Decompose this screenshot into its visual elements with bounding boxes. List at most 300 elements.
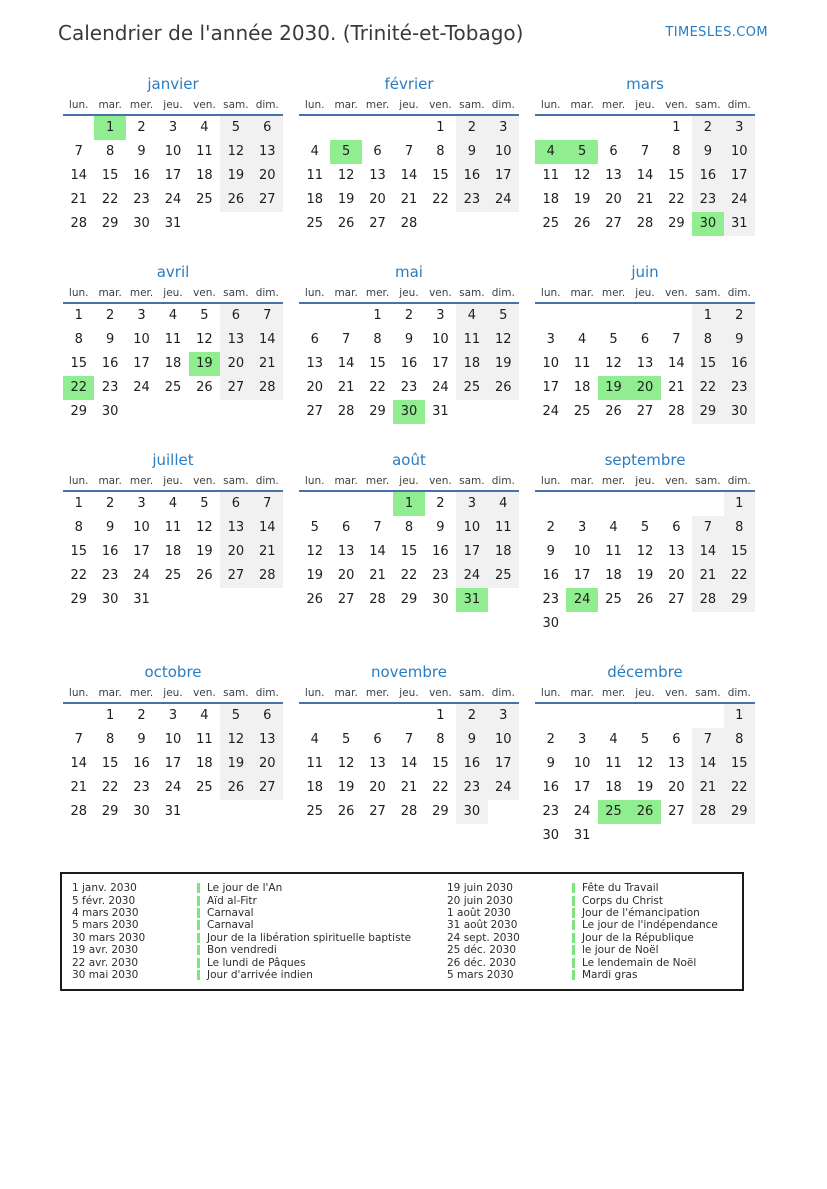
day-cell: 8 xyxy=(436,144,445,159)
month-title: février xyxy=(384,75,434,93)
legend-holiday xyxy=(197,919,254,931)
month-title: janvier xyxy=(147,75,199,93)
empty-day-cell xyxy=(220,212,251,236)
day-cell: 7 xyxy=(252,304,283,328)
weekday-header: lun. xyxy=(540,287,561,299)
week-row xyxy=(299,776,519,800)
legend-holiday xyxy=(197,969,313,981)
day-cell: 16 xyxy=(456,752,487,776)
legend-holiday-name: Corps du Christ xyxy=(582,894,664,907)
weekday-header: dim. xyxy=(255,287,279,299)
day-cell: 8 xyxy=(672,144,681,159)
day-cell: 15 xyxy=(692,352,723,376)
weekday-header: jeu. xyxy=(635,99,655,111)
day-cell: 11 xyxy=(196,732,213,747)
weekday-header: dim. xyxy=(491,287,515,299)
weekday-header: ven. xyxy=(429,99,452,111)
holiday-day-cell: 30 xyxy=(393,400,424,424)
weekday-header: lun. xyxy=(304,99,325,111)
legend-holiday xyxy=(197,907,254,919)
week-row xyxy=(535,800,755,824)
weekday-header: mar. xyxy=(334,99,358,111)
legend-holiday xyxy=(572,957,696,969)
day-cell: 23 xyxy=(133,780,150,795)
legend-entry xyxy=(447,969,718,981)
day-cell: 11 xyxy=(196,144,213,159)
day-cell: 8 xyxy=(105,144,115,159)
day-cell: 27 xyxy=(220,564,251,588)
day-cell: 3 xyxy=(724,116,755,140)
month-title: novembre xyxy=(371,663,447,681)
week-row xyxy=(63,352,283,376)
day-cell: 9 xyxy=(436,520,445,535)
empty-day-cell xyxy=(598,612,629,636)
day-cell: 5 xyxy=(609,332,618,347)
weekday-header: lun. xyxy=(304,475,325,487)
empty-day-cell xyxy=(629,492,660,516)
day-cell: 12 xyxy=(337,168,355,183)
legend-holiday xyxy=(572,969,637,981)
day-cell: 15 xyxy=(668,168,685,183)
legend-date: 5 févr. 2030 xyxy=(72,894,136,907)
day-cell: 3 xyxy=(546,332,555,347)
day-cell: 17 xyxy=(724,164,755,188)
day-cell: 19 xyxy=(488,352,519,376)
day-cell: 28 xyxy=(692,800,723,824)
week-row xyxy=(299,188,519,212)
day-cell: 12 xyxy=(636,756,654,771)
day-cell: 4 xyxy=(200,708,209,723)
empty-day-cell xyxy=(63,116,94,140)
week-row xyxy=(63,116,283,140)
day-cell: 22 xyxy=(668,192,685,207)
day-cell: 11 xyxy=(605,544,622,559)
weekday-header: sam. xyxy=(695,687,721,699)
empty-day-cell xyxy=(692,492,723,516)
day-cell: 14 xyxy=(369,544,386,559)
day-cell: 17 xyxy=(573,568,591,583)
holiday-day-cell: 19 xyxy=(598,376,629,400)
day-cell: 27 xyxy=(369,216,386,231)
day-cell: 14 xyxy=(252,328,283,352)
empty-day-cell xyxy=(566,304,597,328)
day-cell: 4 xyxy=(310,732,319,747)
holiday-marker-icon xyxy=(572,920,575,930)
empty-day-cell xyxy=(126,400,157,424)
week-row xyxy=(299,304,519,328)
day-cell: 15 xyxy=(724,540,755,564)
weekday-header: lun. xyxy=(68,287,89,299)
legend-holiday-name: Fête du Travail xyxy=(582,882,659,895)
holiday-marker-icon xyxy=(197,933,200,943)
week-row xyxy=(299,492,519,516)
month-aout xyxy=(299,450,519,636)
day-cell: 21 xyxy=(668,380,685,395)
day-cell: 4 xyxy=(168,496,178,511)
week-row xyxy=(535,776,755,800)
day-cell: 5 xyxy=(220,704,251,728)
empty-day-cell xyxy=(488,800,519,824)
week-row xyxy=(63,328,283,352)
day-cell: 18 xyxy=(196,756,213,771)
day-cell: 2 xyxy=(456,704,487,728)
day-cell: 3 xyxy=(488,704,519,728)
empty-day-cell xyxy=(661,824,692,848)
day-cell: 14 xyxy=(70,168,87,183)
day-cell: 28 xyxy=(70,804,87,819)
day-cell: 23 xyxy=(456,188,487,212)
holiday-day-cell: 26 xyxy=(629,800,660,824)
day-cell: 23 xyxy=(692,188,723,212)
weekday-header: sam. xyxy=(223,475,249,487)
day-cell: 20 xyxy=(337,568,355,583)
legend-date: 19 avr. 2030 xyxy=(72,944,139,957)
empty-day-cell xyxy=(362,492,393,516)
legend-entry xyxy=(72,969,447,981)
day-cell: 14 xyxy=(636,168,654,183)
day-cell: 19 xyxy=(337,192,355,207)
week-row xyxy=(63,540,283,564)
day-cell: 25 xyxy=(164,380,182,395)
empty-day-cell xyxy=(488,588,519,612)
empty-day-cell xyxy=(189,800,220,824)
day-cell: 3 xyxy=(137,496,146,511)
weekday-header: mer. xyxy=(601,475,626,487)
weekday-header: lun. xyxy=(68,99,89,111)
weekday-header: sam. xyxy=(223,287,249,299)
day-cell: 29 xyxy=(369,404,386,419)
day-cell: 23 xyxy=(400,380,418,395)
day-cell: 29 xyxy=(668,216,685,231)
day-cell: 21 xyxy=(692,776,723,800)
legend-date: 1 août 2030 xyxy=(447,906,511,919)
day-cell: 5 xyxy=(640,520,650,535)
day-cell: 28 xyxy=(252,564,283,588)
weekday-header: mer. xyxy=(365,475,390,487)
day-cell: 9 xyxy=(456,728,487,752)
weekday-header: sam. xyxy=(459,99,485,111)
month-title: mars xyxy=(626,75,664,93)
month-title: juin xyxy=(631,263,659,281)
legend-entry xyxy=(447,919,718,931)
day-cell: 23 xyxy=(724,376,755,400)
day-cell: 14 xyxy=(692,540,723,564)
weekday-header: mer. xyxy=(129,287,154,299)
day-cell: 3 xyxy=(137,308,146,323)
day-cell: 18 xyxy=(542,192,559,207)
legend-entry xyxy=(447,907,718,919)
holiday-marker-icon xyxy=(572,970,575,980)
weekday-header-row xyxy=(299,287,519,304)
legend-holiday-name: Carnaval xyxy=(207,906,254,919)
empty-day-cell xyxy=(330,304,361,328)
weekday-header: mar. xyxy=(334,687,358,699)
weekday-header: jeu. xyxy=(163,687,183,699)
empty-day-cell xyxy=(299,116,330,140)
day-cell: 24 xyxy=(164,780,182,795)
day-cell: 10 xyxy=(488,140,519,164)
week-row xyxy=(63,376,283,400)
weekday-header: lun. xyxy=(540,687,561,699)
day-cell: 4 xyxy=(310,144,319,159)
day-cell: 17 xyxy=(456,540,487,564)
empty-day-cell xyxy=(456,212,487,236)
day-cell: 14 xyxy=(692,752,723,776)
day-cell: 26 xyxy=(306,592,323,607)
holiday-marker-icon xyxy=(197,896,200,906)
legend-holiday-name: Aïd al-Fitr xyxy=(207,894,257,907)
weekday-header: sam. xyxy=(459,287,485,299)
legend-date: 5 mars 2030 xyxy=(447,968,514,981)
week-row xyxy=(535,328,755,352)
empty-day-cell xyxy=(330,116,361,140)
weekday-header: ven. xyxy=(665,475,688,487)
empty-day-cell xyxy=(629,824,660,848)
weekday-header: jeu. xyxy=(399,687,419,699)
day-cell: 25 xyxy=(573,404,591,419)
legend-holiday xyxy=(197,882,282,894)
day-cell: 19 xyxy=(337,780,355,795)
weekday-header: mer. xyxy=(365,687,390,699)
day-cell: 15 xyxy=(101,756,119,771)
week-row xyxy=(535,164,755,188)
legend-holiday-name: Le lendemain de Noël xyxy=(582,956,697,969)
day-cell: 22 xyxy=(692,376,723,400)
weekday-header: dim. xyxy=(491,99,515,111)
day-cell: 17 xyxy=(488,164,519,188)
weekday-header: mer. xyxy=(601,99,626,111)
day-cell: 17 xyxy=(488,752,519,776)
legend-entry xyxy=(72,907,447,919)
week-row xyxy=(299,704,519,728)
day-cell: 29 xyxy=(400,592,418,607)
week-row xyxy=(535,116,755,140)
holiday-marker-icon xyxy=(572,883,575,893)
week-row xyxy=(63,400,283,424)
day-cell: 30 xyxy=(542,828,559,843)
day-cell: 9 xyxy=(404,332,414,347)
weekday-header: lun. xyxy=(304,687,325,699)
day-cell: 24 xyxy=(488,776,519,800)
legend-date: 4 mars 2030 xyxy=(72,906,139,919)
day-cell: 25 xyxy=(196,192,213,207)
day-cell: 28 xyxy=(668,404,685,419)
month-avril xyxy=(63,262,283,424)
month-fevrier xyxy=(299,74,519,236)
day-cell: 8 xyxy=(436,732,445,747)
day-cell: 20 xyxy=(252,752,283,776)
day-cell: 18 xyxy=(164,356,182,371)
weekday-header: ven. xyxy=(429,687,452,699)
week-row xyxy=(63,516,283,540)
day-cell: 29 xyxy=(101,804,119,819)
weekday-header: dim. xyxy=(491,475,515,487)
weekday-header: mar. xyxy=(98,99,122,111)
weekday-header: mer. xyxy=(129,99,154,111)
day-cell: 7 xyxy=(672,332,681,347)
weekday-header: mar. xyxy=(98,287,122,299)
week-row xyxy=(63,776,283,800)
weekday-header-row xyxy=(63,287,283,304)
weekday-header: jeu. xyxy=(635,287,655,299)
site-link[interactable]: TIMESLES.COM xyxy=(665,25,768,40)
weekday-header: dim. xyxy=(255,475,279,487)
week-row xyxy=(299,164,519,188)
day-cell: 15 xyxy=(432,756,449,771)
weekday-header: mar. xyxy=(570,287,594,299)
day-cell: 27 xyxy=(252,776,283,800)
weekday-header: mar. xyxy=(98,687,122,699)
holiday-marker-icon xyxy=(197,908,200,918)
day-cell: 29 xyxy=(101,216,119,231)
holiday-marker-icon xyxy=(572,945,575,955)
empty-day-cell xyxy=(598,492,629,516)
week-row xyxy=(535,352,755,376)
legend-entry xyxy=(72,944,447,956)
day-cell: 16 xyxy=(133,168,150,183)
day-cell: 22 xyxy=(101,192,119,207)
empty-day-cell xyxy=(252,588,283,612)
day-cell: 4 xyxy=(168,308,178,323)
day-cell: 9 xyxy=(546,544,555,559)
day-cell: 21 xyxy=(692,564,723,588)
day-cell: 16 xyxy=(692,164,723,188)
legend-date: 25 déc. 2030 xyxy=(447,944,516,957)
legend-date: 30 mai 2030 xyxy=(72,968,139,981)
day-cell: 30 xyxy=(432,592,449,607)
legend-holiday xyxy=(572,944,658,956)
day-cell: 2 xyxy=(105,496,115,511)
day-cell: 27 xyxy=(337,592,355,607)
holiday-marker-icon xyxy=(572,933,575,943)
month-septembre xyxy=(535,450,755,636)
day-cell: 27 xyxy=(668,804,685,819)
day-cell: 24 xyxy=(542,404,559,419)
week-row xyxy=(63,564,283,588)
day-cell: 1 xyxy=(692,304,723,328)
day-cell: 30 xyxy=(101,592,119,607)
day-cell: 14 xyxy=(668,356,685,371)
weekday-header-row xyxy=(299,99,519,116)
weekday-header: sam. xyxy=(695,99,721,111)
day-cell: 8 xyxy=(373,332,382,347)
week-row xyxy=(299,540,519,564)
day-cell: 9 xyxy=(456,140,487,164)
day-cell: 15 xyxy=(70,356,87,371)
week-row xyxy=(299,400,519,424)
day-cell: 13 xyxy=(337,544,355,559)
day-cell: 13 xyxy=(220,328,251,352)
month-title: mai xyxy=(395,263,423,281)
day-cell: 15 xyxy=(70,544,87,559)
page-header xyxy=(58,20,768,46)
legend-date: 24 sept. 2030 xyxy=(447,931,520,944)
weekday-header: jeu. xyxy=(635,475,655,487)
day-cell: 18 xyxy=(306,780,323,795)
empty-day-cell xyxy=(252,212,283,236)
day-cell: 7 xyxy=(404,144,414,159)
empty-day-cell xyxy=(157,400,188,424)
empty-day-cell xyxy=(299,304,330,328)
week-row xyxy=(299,352,519,376)
week-row xyxy=(299,564,519,588)
day-cell: 2 xyxy=(692,116,723,140)
day-cell: 26 xyxy=(196,568,213,583)
day-cell: 13 xyxy=(636,356,654,371)
month-mai xyxy=(299,262,519,424)
week-row xyxy=(535,612,755,636)
day-cell: 4 xyxy=(577,332,587,347)
week-row xyxy=(63,492,283,516)
weekday-header: lun. xyxy=(68,687,89,699)
day-cell: 18 xyxy=(605,568,622,583)
week-row xyxy=(535,704,755,728)
week-row xyxy=(63,212,283,236)
day-cell: 17 xyxy=(542,380,559,395)
day-cell: 23 xyxy=(542,592,559,607)
weekday-header: jeu. xyxy=(163,99,183,111)
day-cell: 5 xyxy=(640,732,650,747)
weekday-header: ven. xyxy=(193,99,216,111)
month-juin xyxy=(535,262,755,424)
empty-day-cell xyxy=(566,492,597,516)
day-cell: 16 xyxy=(101,544,119,559)
week-row xyxy=(299,588,519,612)
day-cell: 21 xyxy=(369,568,386,583)
empty-day-cell xyxy=(724,824,755,848)
empty-day-cell xyxy=(661,612,692,636)
day-cell: 19 xyxy=(220,164,251,188)
legend-holiday-name: Le jour de l'indépendance xyxy=(582,919,718,932)
weekday-header: mer. xyxy=(129,475,154,487)
month-juillet xyxy=(63,450,283,636)
weekday-header: lun. xyxy=(304,287,325,299)
holiday-day-cell: 22 xyxy=(63,376,94,400)
legend-date: 30 mars 2030 xyxy=(72,931,146,944)
day-cell: 5 xyxy=(488,304,519,328)
day-cell: 6 xyxy=(672,732,681,747)
day-cell: 29 xyxy=(432,804,449,819)
legend-holiday-name: Carnaval xyxy=(207,919,254,932)
day-cell: 12 xyxy=(220,140,251,164)
day-cell: 11 xyxy=(306,168,323,183)
weekday-header: mer. xyxy=(365,287,390,299)
day-cell: 10 xyxy=(456,516,487,540)
day-cell: 23 xyxy=(432,568,449,583)
day-cell: 31 xyxy=(164,216,182,231)
day-cell: 26 xyxy=(220,188,251,212)
empty-day-cell xyxy=(488,400,519,424)
weekday-header: lun. xyxy=(540,475,561,487)
day-cell: 24 xyxy=(488,188,519,212)
empty-day-cell xyxy=(189,400,220,424)
day-cell: 13 xyxy=(252,728,283,752)
empty-day-cell xyxy=(362,704,393,728)
day-cell: 23 xyxy=(133,192,150,207)
day-cell: 7 xyxy=(341,332,351,347)
weekday-header-row xyxy=(63,99,283,116)
weekday-header: sam. xyxy=(695,287,721,299)
day-cell: 17 xyxy=(164,756,182,771)
day-cell: 13 xyxy=(306,356,323,371)
empty-day-cell xyxy=(535,492,566,516)
day-cell: 8 xyxy=(74,520,83,535)
day-cell: 2 xyxy=(137,120,146,135)
day-cell: 8 xyxy=(74,332,83,347)
empty-day-cell xyxy=(299,492,330,516)
empty-day-cell xyxy=(220,588,251,612)
month-title: avril xyxy=(156,263,190,281)
